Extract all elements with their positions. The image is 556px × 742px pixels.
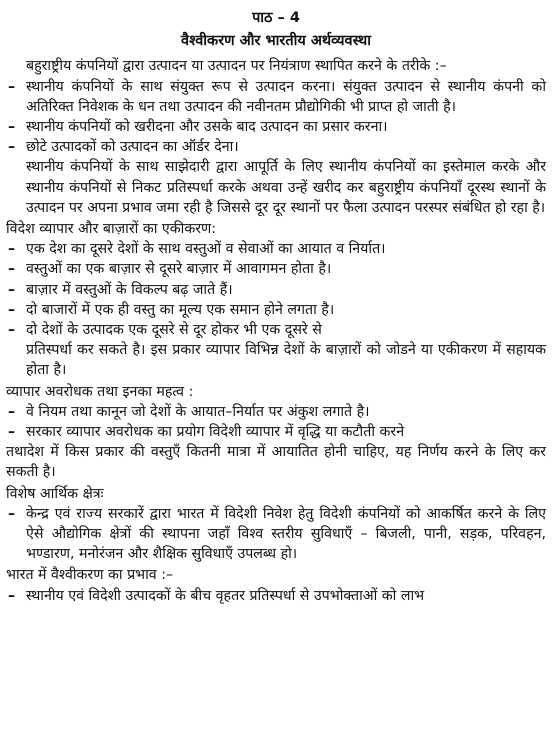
- page-title: वैश्वीकरण और भारतीय अर्थव्यवस्था: [181, 33, 371, 50]
- list-item: – दो बाजारों में एक ही वस्तु का मूल्य एक समान होने लगता है।: [6, 300, 546, 320]
- list-item: – स्थानीय कंपनियों के साथ संयुक्त रूप से उत्पादन करना। संयुक्त उत्पादन से स्थानीय कंपनी को अतिरिक्त निवेशक के धन तथा उत्पादन की नवीनतम प्रौद्योगिकी भी प्राप्त हो जाती है।: [8, 78, 546, 115]
- list-item: – केन्द्र एवं राज्य सरकारें द्वारा भारत में विदेशी निवेश हेतु विदेशी कंपनियों को आकर्षित करने के लिए ऐसे औद्योगिक क्षेत्रों की स्थापना जहाँ विश्व स्तरीय सुविधाएँ – बिजली, पानी, सड़क, परिवहन, भण्डारण, मनोरंजन और शैक्षिक सुविधाएँ उपलब्ध हो।: [8, 505, 546, 563]
- dash-bullet: –: [8, 587, 16, 604]
- list-item: – एक देश का दूसरे देशों के साथ वस्तुओं व सेवाओं का आयात व निर्यात।: [6, 239, 546, 259]
- dash-bullet: –: [8, 119, 16, 136]
- dash-bullet: –: [8, 78, 16, 95]
- section-heading-foreign-trade: विदेश व्यापार और बाज़ारों का एकीकरण:: [6, 221, 217, 238]
- list-item: – वस्तुओं का एक बाज़ार से दूसरे बाज़ार में आवागमन होता है।: [6, 259, 546, 279]
- dash-bullet: –: [8, 281, 16, 298]
- dash-bullet: –: [8, 301, 16, 318]
- list-item: – दो देशों के उत्पादक एक दूसरे से दूर होकर भी एक दूसरे से: [6, 320, 546, 340]
- dash-bullet: –: [8, 403, 16, 420]
- list-item: – बाज़ार में वस्तुओं के विकल्प बढ़ जाते हैं।: [6, 280, 546, 300]
- dash-bullet: –: [8, 261, 16, 278]
- paragraph: तथादेश में किस प्रकार की वस्तुएँ कितनी मात्रा में आयातित होनी चाहिए, यह निर्णय करने के लिए कर सकती है।: [6, 444, 546, 481]
- dash-bullet: –: [8, 139, 16, 156]
- paragraph: स्थानीय कंपनियों के साथ साझेदारी द्वारा आपूर्ति के लिए स्थानीय कंपनियों का इस्तेमाल करके और स्थानीय कंपनियों से निकट प्रतिस्पर्धा करके अथवा उन्हें खरीद कर बहुराष्ट्रीय कंपनियाँ दूरस्थ स्थानों के उत्पादन पर अपना प्रभाव जमा रही है जिससे दूर दूर स्थानों पर फैला उत्पादन परस्पर संबंधित हो रहा है।: [26, 159, 546, 216]
- section-heading-sez: विशेष आर्थिक क्षेत्रः: [6, 485, 104, 502]
- list-item: – सरकार व्यापार अवरोधक का प्रयोग विदेशी व्यापार में वृद्धि या कटौती करने: [6, 422, 546, 442]
- dash-bullet: –: [8, 322, 16, 339]
- dash-bullet: –: [8, 505, 16, 522]
- lesson-number: पाठ – 4: [252, 10, 300, 26]
- dash-bullet: –: [8, 424, 16, 441]
- dash-bullet: –: [8, 241, 16, 258]
- list-item: – स्थानीय एवं विदेशी उत्पादकों के बीच वृहतर प्रतिस्पर्धा से उपभोक्ताओं को लाभ: [6, 586, 546, 606]
- list-item: – स्थानीय कंपनियों को खरीदना और उसके बाद उत्पादन का प्रसार करना।: [6, 117, 546, 137]
- list-item: – छोटे उत्पादकों को उत्पादन का ऑर्डर देना।: [6, 137, 546, 157]
- paragraph: प्रतिस्पर्धा कर सकते है। इस प्रकार व्यापार विभिन्न देशों के बाज़ारों को जोडने या एकीकरण में सहायक होता है।: [26, 342, 546, 379]
- list-item: – वे नियम तथा कानून जो देशों के आयात–निर्यात पर अंकुश लगाते है।: [6, 402, 546, 422]
- section-heading-globalisation-impact: भारत में वैश्वीकरण का प्रभाव :–: [6, 567, 174, 584]
- section-heading-trade-barriers: व्यापार अवरोधक तथा इनका महत्व :: [6, 383, 194, 400]
- section-heading-mnc-methods: बहुराष्ट्रीय कंपनियों द्वारा उत्पादन या उत्पादन पर नियंत्राण स्थापित करने के तरीके :–: [26, 58, 447, 75]
